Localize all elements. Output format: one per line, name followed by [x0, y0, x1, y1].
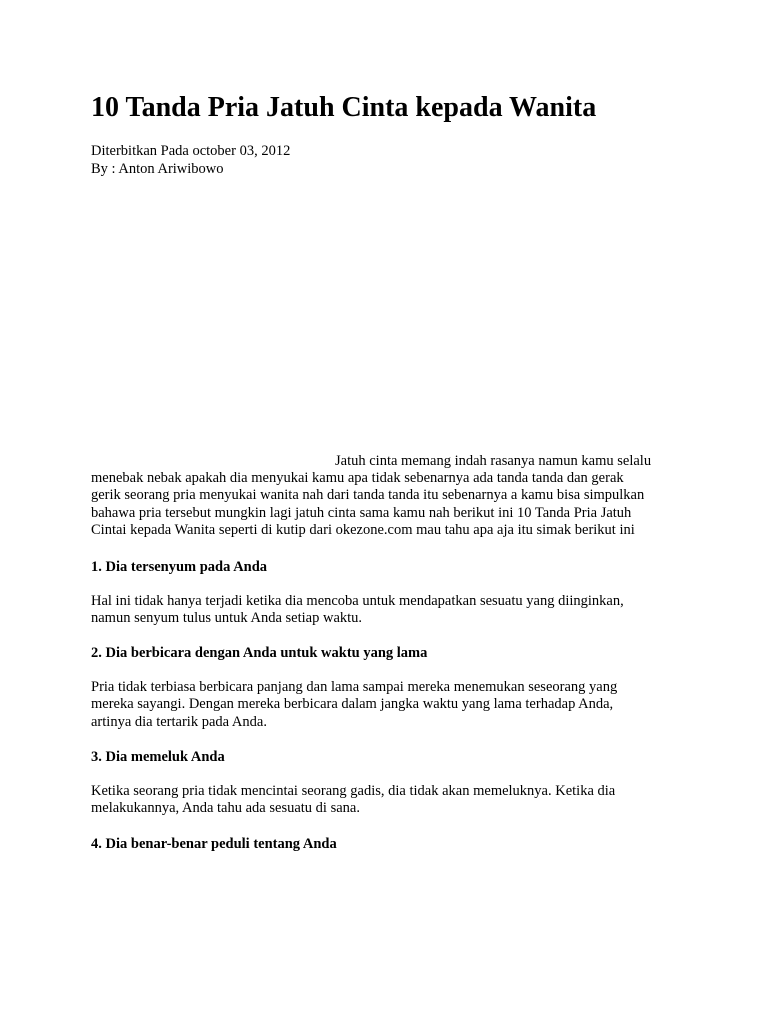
paragraph-line: Pria tidak terbiasa berbicara panjang dan lama sampai mereka menemukan seseorang yang [91, 679, 618, 696]
section-4 [91, 836, 691, 853]
section-1 [91, 559, 691, 628]
intro-line: gerik seorang pria menyukai wanita nah dari tanda tanda itu sebenarnya a kamu bisa simpulkan [91, 487, 645, 504]
paragraph-line: Hal ini tidak hanya terjadi ketika dia mencoba untuk mendapatkan sesuatu yang diinginkan, [91, 593, 624, 610]
section-paragraph [91, 679, 691, 731]
paragraph-line: mereka sayangi. Dengan mereka berbicara dalam jangka waktu yang lama terhadap Anda, [91, 696, 614, 713]
section-heading: 1. Dia tersenyum pada Anda [91, 559, 268, 575]
section-3 [91, 749, 691, 818]
intro-line: menebak nebak apakah dia menyukai kamu apa tidak sebenarnya ada tanda tanda dan gerak [91, 470, 624, 487]
article-title: 10 Tanda Pria Jatuh Cinta kepada Wanita [91, 92, 597, 123]
intro-paragraph [91, 453, 691, 539]
intro-line: Jatuh cinta memang indah rasanya namun kamu selalu [335, 453, 652, 469]
intro-line: Cintai kepada Wanita seperti di kutip dari okezone.com mau tahu apa aja itu simak berikut ini [91, 521, 635, 538]
publish-date: Diterbitkan Pada october 03, 2012 [91, 143, 291, 159]
article-meta [91, 143, 290, 178]
section-2 [91, 645, 691, 731]
intro-line: bahawa pria tersebut mungkin lagi jatuh cinta sama kamu nah berikut ini 10 Tanda Pria Jatuh [91, 504, 632, 521]
section-heading: 4. Dia benar-benar peduli tentang Anda [91, 836, 337, 852]
blank-image-area [91, 190, 675, 445]
section-paragraph [91, 783, 691, 817]
paragraph-line: artinya dia tertarik pada Anda. [91, 713, 267, 730]
section-heading: 2. Dia berbicara dengan Anda untuk waktu yang lama [91, 645, 428, 661]
paragraph-line: melakukannya, Anda tahu ada sesuatu di sana. [91, 800, 360, 817]
section-heading: 3. Dia memeluk Anda [91, 749, 225, 765]
section-paragraph [91, 593, 691, 627]
paragraph-line: namun senyum tulus untuk Anda setiap waktu. [91, 610, 363, 627]
paragraph-line: Ketika seorang pria tidak mencintai seorang gadis, dia tidak akan memeluknya. Ketika dia [91, 783, 616, 800]
author-byline: By : Anton Ariwibowo [91, 160, 224, 177]
